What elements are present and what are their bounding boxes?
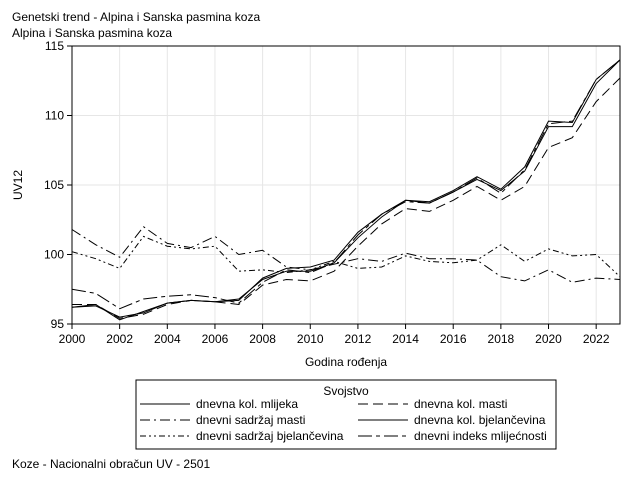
series-line-4 <box>72 60 620 317</box>
axis-ticks <box>44 39 610 346</box>
y-tick-label: 100 <box>43 247 64 262</box>
x-tick-label: 2002 <box>106 332 134 346</box>
x-tick-label: 2018 <box>487 332 515 346</box>
legend-title: Svojstvo <box>323 384 369 398</box>
y-axis-label: UV12 <box>11 169 25 201</box>
series-lines <box>72 60 620 320</box>
y-tick-label: 115 <box>44 39 64 53</box>
legend <box>136 380 556 449</box>
footnote: Koze - Nacionalni obračun UV - 2501 <box>12 457 211 471</box>
series-line-1 <box>72 60 620 320</box>
y-tick-label: 110 <box>44 108 64 123</box>
x-tick-label: 2014 <box>392 332 419 346</box>
legend-label: dnevna kol. masti <box>414 397 508 411</box>
series-line-6 <box>72 60 620 309</box>
legend-label: dnevni sadržaj bjelančevina <box>196 429 344 443</box>
legend-label: dnevni sadržaj masti <box>196 413 306 427</box>
x-tick-label: 2004 <box>153 332 181 346</box>
chart-title: Genetski trend - Alpina i Sanska pasmina koza <box>12 10 261 24</box>
x-tick-label: 2006 <box>201 332 229 346</box>
grid-lines <box>72 46 620 324</box>
x-tick-label: 2000 <box>58 332 86 346</box>
x-tick-label: 2022 <box>582 332 610 346</box>
x-tick-label: 2020 <box>535 332 562 346</box>
series-line-2 <box>72 78 620 318</box>
legend-label: dnevni indeks mlijećnosti <box>414 429 547 443</box>
x-tick-label: 2016 <box>439 332 467 346</box>
series-line-5 <box>72 236 620 276</box>
y-tick-label: 105 <box>43 178 64 192</box>
x-tick-label: 2010 <box>296 332 324 346</box>
y-tick-label: 95 <box>50 317 64 331</box>
x-tick-label: 2012 <box>344 332 372 346</box>
chart-subtitle: Alpina i Sanska pasmina koza <box>12 26 173 40</box>
legend-label: dnevna kol. mlijeka <box>196 397 299 411</box>
x-axis-label: Godina rođenja <box>304 355 388 369</box>
x-tick-label: 2008 <box>249 332 276 346</box>
legend-label: dnevna kol. bjelančevina <box>414 413 546 427</box>
